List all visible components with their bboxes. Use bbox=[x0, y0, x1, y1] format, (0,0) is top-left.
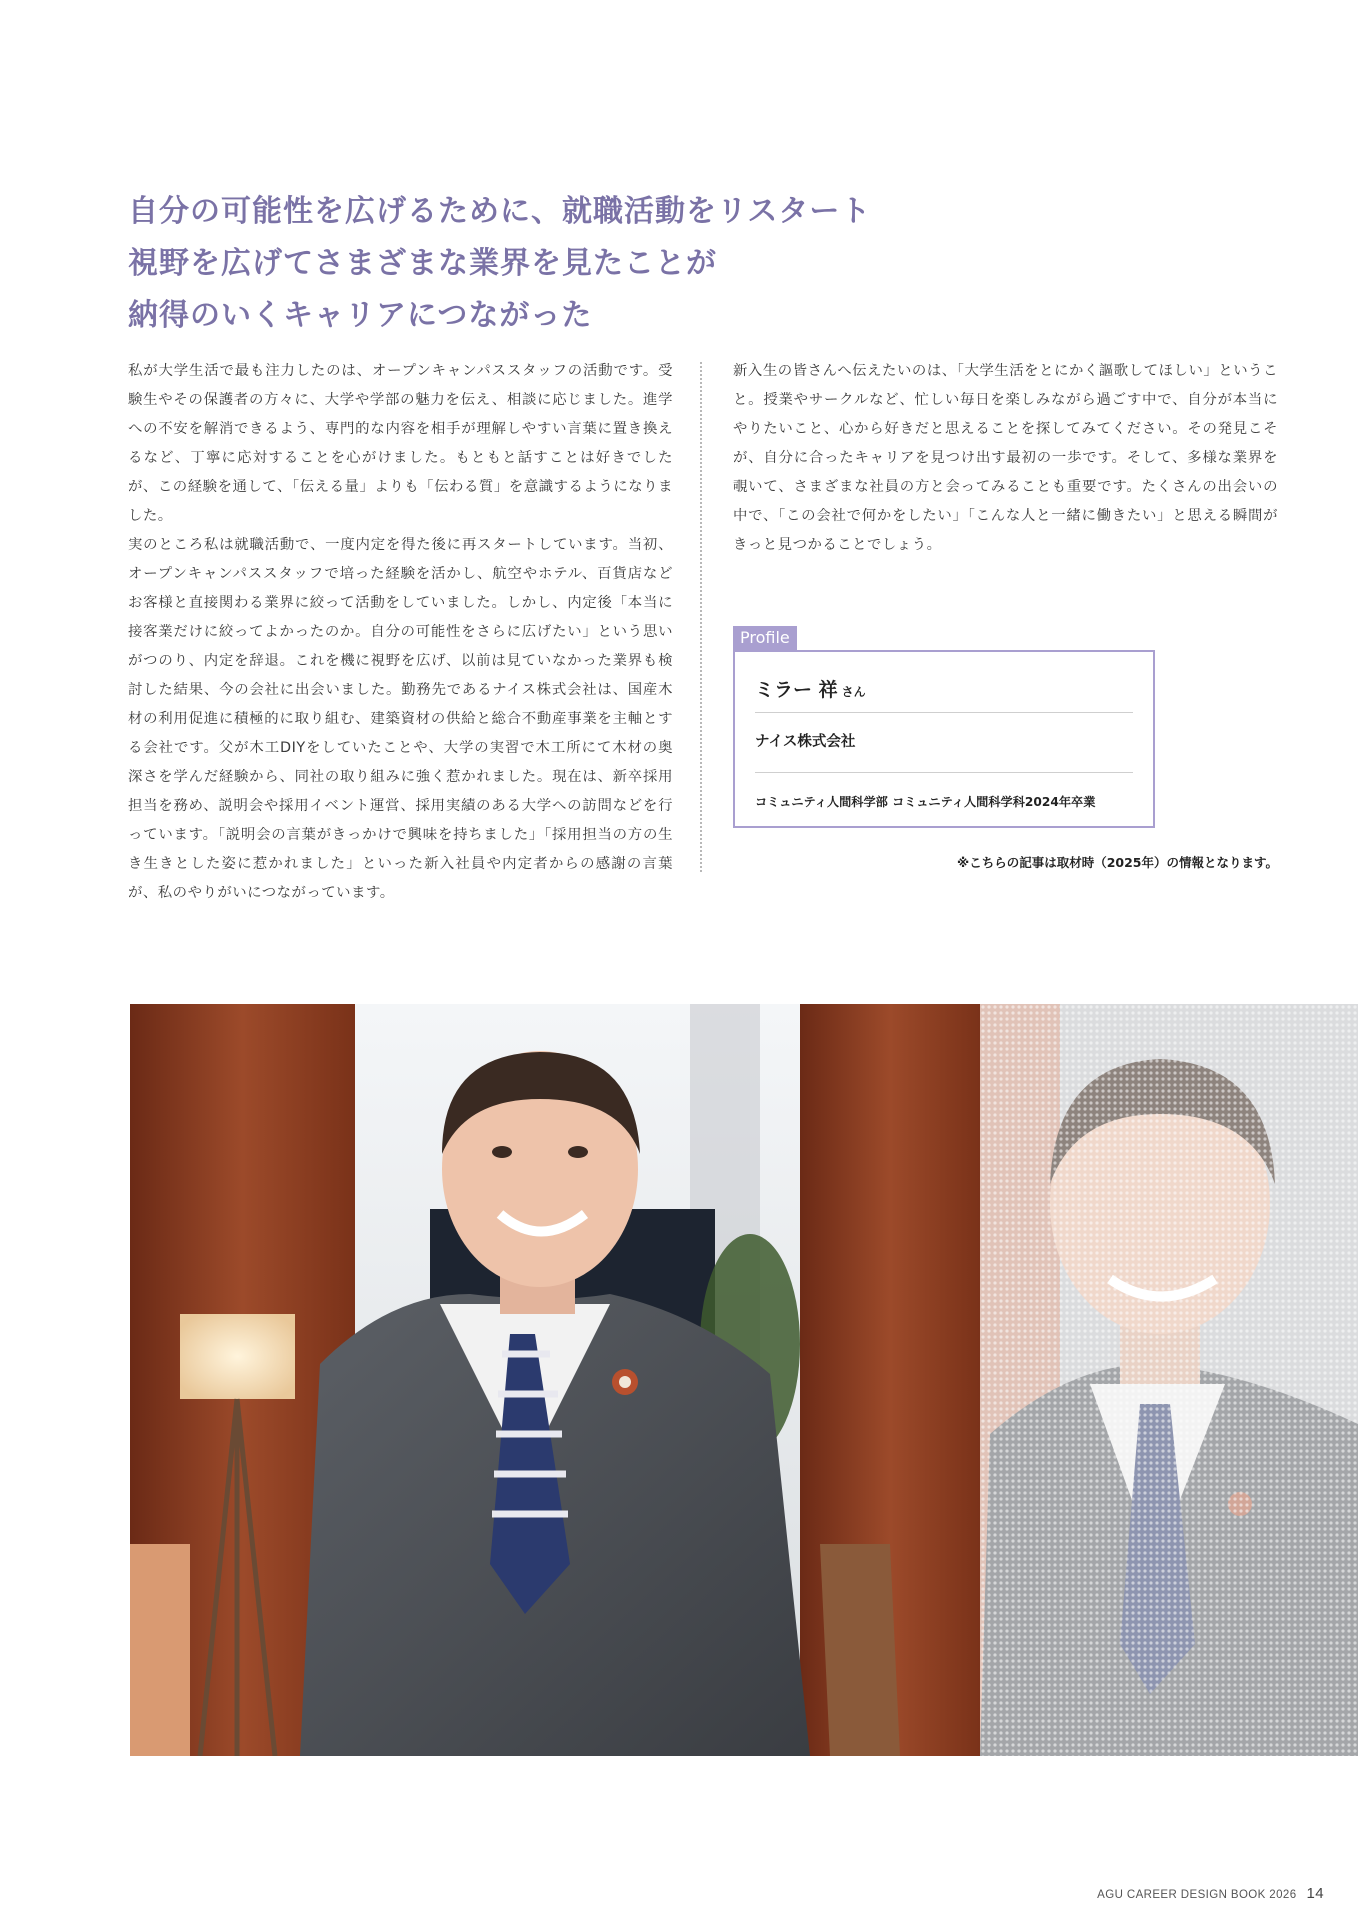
headline-line-1: 自分の可能性を広げるために、就職活動をリスタート bbox=[128, 194, 872, 229]
column-divider bbox=[700, 362, 702, 872]
portrait-photo bbox=[130, 1004, 980, 1756]
profile-name-suffix: さん bbox=[841, 685, 866, 699]
profile-tab-label: Profile bbox=[733, 626, 797, 650]
headline-line-2: 視野を広げてさまざまな業界を見たことが bbox=[128, 246, 717, 281]
profile-name bbox=[755, 672, 1133, 710]
footer-title: AGU CAREER DESIGN BOOK 2026 bbox=[1097, 1889, 1297, 1901]
body-paragraph: 私が大学生活で最も注力したのは、オープンキャンパススタッフの活動です。受験生やその保護者の方々に、大学や学部の魅力を伝え、相談に応じました。進学への不安を解消できるよう、専門的な内容を相手が理解しやすい言葉に置き換えるなど、丁寧に応対することを心がけました。もともと話すことは好きでしたが、この経験を通して、「伝える量」よりも「伝わる質」を意識するようになりました。 bbox=[128, 363, 673, 524]
profile-divider bbox=[755, 772, 1133, 773]
profile-department: コミュニティ人間科学部 コミュニティ人間科学科2024年卒業 bbox=[755, 795, 1096, 809]
profile-divider bbox=[755, 712, 1133, 713]
portrait-photo-halftone bbox=[980, 1004, 1358, 1756]
page-number: 14 bbox=[1306, 1885, 1324, 1902]
body-paragraph: 実のところ私は就職活動で、一度内定を得た後に再スタートしています。当初、オープンキャンパススタッフで培った経験を活かし、航空やホテル、百貨店などお客様と直接関わる業界に絞って活動をしていました。しかし、内定後「本当に接客業だけに絞ってよかったのか。自分の可能性をさらに広げたい」という思いがつのり、内定を辞退。これを機に視野を広げ、以前は見ていなかった業界も検討した結果、今の会社に出会いました。勤務先であるナイス株式会社は、国産木材の利用促進に積極的に取り組む、建築資材の供給と総合不動産事業を主軸とする会社です。父が木工DIYをしていたことや、大学の実習で木工所にて木材の奥深さを学んだ経験から、同社の取り組みに強く惹かれました。現在は、新卒採用担当を務め、説明会や採用イベント運営、採用実績のある大学への訪問などを行っています。「説明会の言葉がきっかけで興味を持ちました」「採用担当の方の生き生きとした姿に惹かれました」といった新入社員や内定者からの感謝の言葉が、私のやりがいにつながっています。 bbox=[128, 537, 673, 901]
profile-box bbox=[733, 650, 1155, 828]
body-column-left bbox=[128, 357, 673, 908]
body-column-right bbox=[733, 357, 1278, 560]
page-footer bbox=[1097, 1885, 1324, 1902]
profile-name-text: ミラー 祥 bbox=[755, 679, 838, 701]
article-headline bbox=[128, 186, 888, 342]
profile-company: ナイス株式会社 bbox=[755, 734, 856, 750]
interview-note: ※こちらの記事は取材時（2025年）の情報となります。 bbox=[957, 855, 1278, 870]
body-paragraph: 新入生の皆さんへ伝えたいのは、「大学生活をとにかく謳歌してほしい」ということ。授業やサークルなど、忙しい毎日を楽しみながら過ごす中で、自分が本当にやりたいこと、心から好きだと思えることを探してみてください。その発見こそが、自分に合ったキャリアを見つけ出す最初の一歩です。そして、多様な業界を覗いて、さまざまな社員の方と会ってみることも重要です。たくさんの出会いの中で、「この会社で何かをしたい」「こんな人と一緒に働きたい」と思える瞬間がきっと見つかることでしょう。 bbox=[733, 363, 1278, 553]
headline-line-3: 納得のいくキャリアにつながった bbox=[128, 298, 593, 333]
